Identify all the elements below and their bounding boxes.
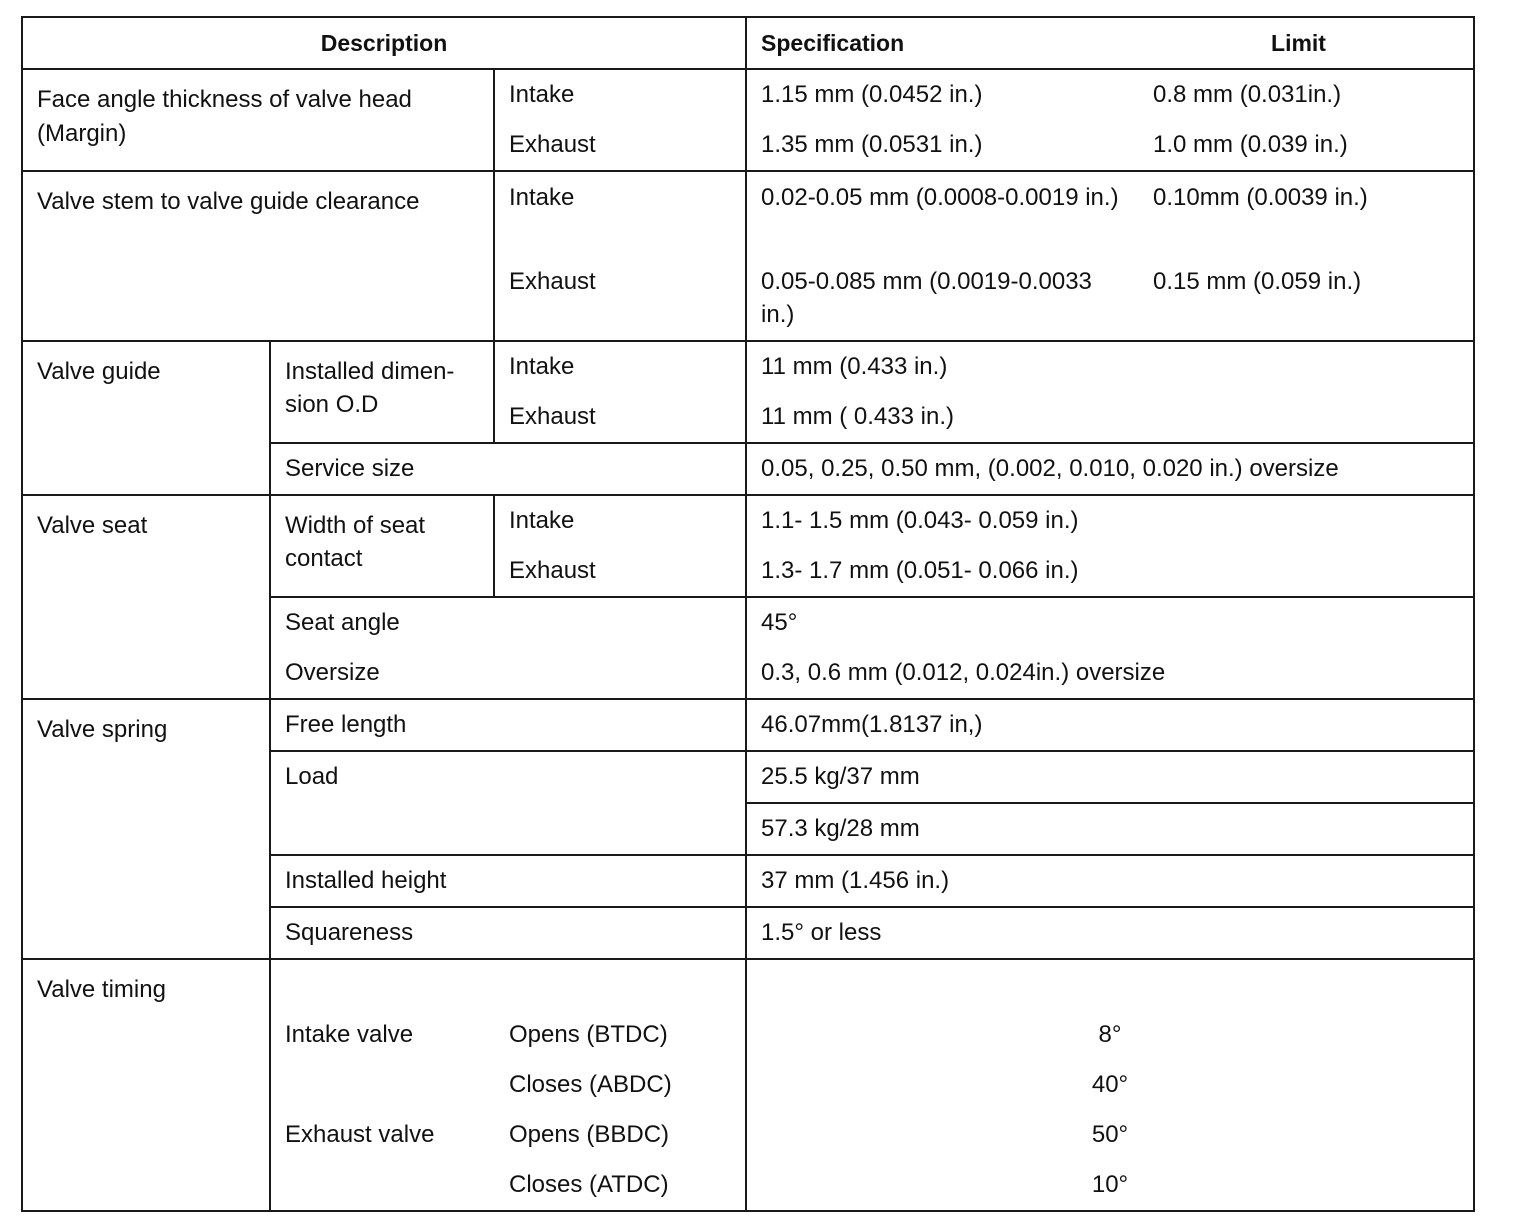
margin-exhaust-limit: 1.0 mm (0.039 in.) xyxy=(1153,131,1348,158)
timing-label: Valve timing xyxy=(22,959,270,1211)
spring-label: Valve spring xyxy=(22,699,270,959)
seat-values xyxy=(746,495,1474,597)
timing-exhaust-opens: Opens (BBDC) xyxy=(509,1121,670,1148)
clearance-exhaust: Exhaust xyxy=(509,268,596,295)
guide-service-spec xyxy=(746,443,1474,495)
clearance-intake-limit: 0.10mm (0.0039 in.) xyxy=(1153,184,1368,211)
seat-oversize-label: Oversize xyxy=(285,659,380,686)
spring-height-value: 37 mm (1.456 in.) xyxy=(761,867,950,894)
guide-intake-spec: 11 mm (0.433 in.) xyxy=(761,353,948,380)
margin-exhaust: Exhaust xyxy=(509,131,596,158)
timing-intake-opens: Opens (BTDC) xyxy=(509,1021,668,1048)
margin-label: Face angle thickness of valve head (Margin) xyxy=(22,69,494,171)
guide-label: Valve guide xyxy=(22,341,270,495)
seat-angle-labels xyxy=(270,597,746,699)
timing-exhaust-closes: Closes (ATDC) xyxy=(509,1171,669,1198)
timing-row xyxy=(22,959,1474,1211)
seat-sub xyxy=(494,495,746,597)
seat-exhaust: Exhaust xyxy=(509,557,596,584)
spring-free-text: Free length xyxy=(285,711,407,738)
spring-height-text: Installed height xyxy=(285,867,447,894)
margin-values xyxy=(746,69,1474,171)
margin-intake-spec: 1.15 mm (0.0452 in.) xyxy=(761,81,983,108)
timing-exhaust-closes-value: 10° xyxy=(1091,1171,1129,1198)
seat-angle-spec: 45° xyxy=(761,609,798,636)
guide-values xyxy=(746,341,1474,443)
spring-load-spec-1 xyxy=(746,751,1474,803)
guide-exhaust: Exhaust xyxy=(509,403,596,430)
guide-service-value: 0.05, 0.25, 0.50 mm, (0.002, 0.010, 0.020 in.) oversize xyxy=(761,455,1339,482)
margin-sub xyxy=(494,69,746,171)
clearance-intake-spec: 0.02-0.05 mm (0.0008-0.0019 in.) xyxy=(761,184,1119,211)
guide-exhaust-spec: 11 mm ( 0.433 in.) xyxy=(761,403,954,430)
margin-exhaust-spec: 1.35 mm (0.0531 in.) xyxy=(761,131,983,158)
spring-load-text: Load xyxy=(285,763,339,790)
seat-label: Valve seat xyxy=(22,495,270,699)
timing-exhaust-valve: Exhaust valve xyxy=(285,1121,435,1148)
guide-service-label xyxy=(270,443,746,495)
seat-width: Width of seat contact xyxy=(270,495,494,597)
timing-intake-opens-value: 8° xyxy=(1098,1021,1122,1048)
clearance-sub xyxy=(494,171,746,341)
guide-sub xyxy=(494,341,746,443)
seat-exhaust-spec: 1.3- 1.7 mm (0.051- 0.066 in.) xyxy=(761,557,1079,584)
spring-height-label xyxy=(270,855,746,907)
header-limit: Limit xyxy=(1271,29,1326,56)
spring-square-value: 1.5° or less xyxy=(761,919,882,946)
guide-service-text: Service size xyxy=(285,455,415,482)
timing-intake-closes: Closes (ABDC) xyxy=(509,1071,672,1098)
guide-installed xyxy=(270,341,494,443)
spring-square-spec xyxy=(746,907,1474,959)
timing-values xyxy=(746,959,1474,1211)
timing-intake-closes-value: 40° xyxy=(1091,1071,1129,1098)
timing-exhaust-opens-value: 50° xyxy=(1091,1121,1129,1148)
valve-spec-table xyxy=(21,16,1475,1212)
header-row xyxy=(22,17,1474,69)
clearance-exhaust-spec: 0.05-0.085 mm (0.0019-0.0033 in.) xyxy=(761,268,1092,328)
spring-free-value: 46.07mm(1.8137 in,) xyxy=(761,711,983,738)
guide-installed-text: Installed dimen-sion O.D xyxy=(285,358,455,418)
clearance-label: Valve stem to valve guide clearance xyxy=(22,171,494,341)
clearance-row xyxy=(22,171,1474,341)
clearance-intake: Intake xyxy=(509,184,575,211)
clearance-values xyxy=(746,171,1474,341)
timing-intake-valve: Intake valve xyxy=(285,1021,414,1048)
spring-load-value-1: 25.5 kg/37 mm xyxy=(761,763,920,790)
seat-oversize-spec: 0.3, 0.6 mm (0.012, 0.024in.) oversize xyxy=(761,659,1166,686)
guide-row xyxy=(22,341,1474,443)
header-specification: Specification xyxy=(761,29,905,56)
margin-row xyxy=(22,69,1474,171)
spring-load-label xyxy=(270,751,746,855)
spring-load-spec-2 xyxy=(746,803,1474,855)
seat-intake: Intake xyxy=(509,507,575,534)
spring-free-label xyxy=(270,699,746,751)
seat-angle-label: Seat angle xyxy=(285,609,400,636)
guide-intake: Intake xyxy=(509,353,575,380)
margin-intake-limit: 0.8 mm (0.031in.) xyxy=(1153,81,1342,108)
margin-intake: Intake xyxy=(509,81,575,108)
spring-height-spec xyxy=(746,855,1474,907)
header-description: Description xyxy=(22,17,746,69)
seat-intake-spec: 1.1- 1.5 mm (0.043- 0.059 in.) xyxy=(761,507,1079,534)
spring-square-text: Squareness xyxy=(285,919,414,946)
spring-free-spec xyxy=(746,699,1474,751)
spring-free-row xyxy=(22,699,1474,751)
seat-angle-values xyxy=(746,597,1474,699)
header-spec-limit xyxy=(746,17,1474,69)
spring-square-label xyxy=(270,907,746,959)
spring-load-value-2: 57.3 kg/28 mm xyxy=(761,815,920,842)
clearance-exhaust-limit: 0.15 mm (0.059 in.) xyxy=(1153,268,1362,295)
timing-events xyxy=(270,959,746,1211)
seat-row xyxy=(22,495,1474,597)
